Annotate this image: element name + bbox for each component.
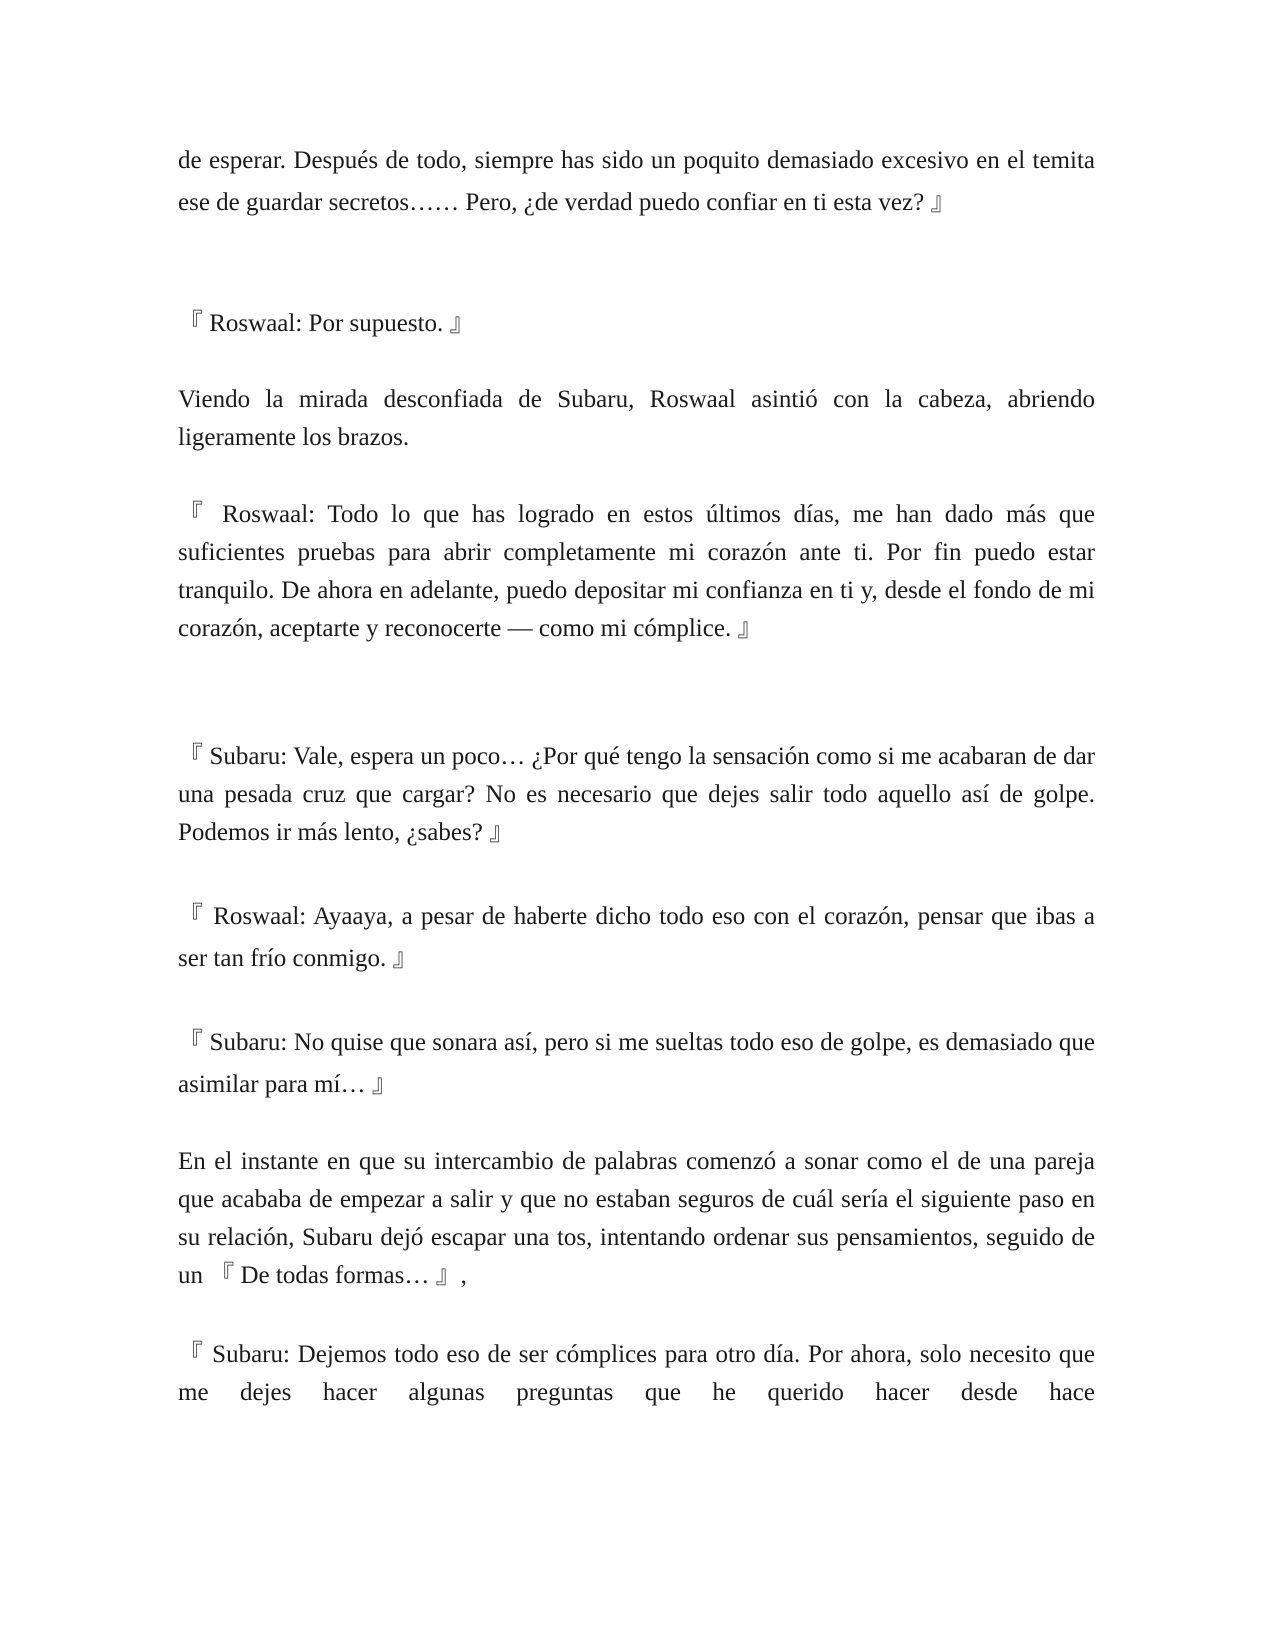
dialogue-subaru-dejemos: 『 Subaru: Dejemos todo eso de ser cómplices para otro día. Por ahora, solo necesito que me dejes hacer algunas preguntas que he querido hacer desde hace [178, 1341, 1095, 1406]
paragraph-continuation: de esperar. Después de todo, siempre has sido un poquito demasiado excesivo en el temita ese de guardar secretos…… Pero, ¿de verdad puedo confiar en ti esta vez? 』 [178, 147, 1095, 216]
dialogue-roswaal-complice: 『 Roswaal: Todo lo que has logrado en estos últimos días, me han dado más que suficientes pruebas para abrir completamente mi corazón ante ti. Por fin puedo estar tranquilo. De ahora en adelante, puedo depositar mi confianza en ti y, desde el fondo de mi corazón, aceptarte y reconocerte — como mi cómplice. 』 [178, 501, 1095, 642]
narration-intercambio: En el instante en que su intercambio de palabras comenzó a sonar como el de una pareja que acababa de empezar a salir y que no estaban seguros de cuál sería el siguiente paso en su relación, Subaru dejó escapar una tos, intentando ordenar sus pensamientos, seguido de un 『 De todas formas… 』, [178, 1148, 1095, 1289]
narration-roswaal-asintio: Viendo la mirada desconfiada de Subaru, Roswaal asintió con la cabeza, abriendo ligeramente los brazos. [178, 386, 1095, 451]
dialogue-subaru-no-quise: 『 Subaru: No quise que sonara así, pero si me sueltas todo eso de golpe, es demasiado que asimilar para mí… 』 [178, 1029, 1095, 1098]
dialogue-roswaal-por-supuesto: 『 Roswaal: Por supuesto. 』 [178, 310, 475, 337]
dialogue-roswaal-ayaaya: 『 Roswaal: Ayaaya, a pesar de haberte dicho todo eso con el corazón, pensar que ibas a ser tan frío conmigo. 』 [178, 903, 1095, 972]
dialogue-subaru-espera: 『 Subaru: Vale, espera un poco… ¿Por qué tengo la sensación como si me acabaran de dar una pesada cruz que cargar? No es necesario que dejes salir todo aquello así de golpe. Podemos ir más lento, ¿sabes? 』 [178, 743, 1095, 846]
